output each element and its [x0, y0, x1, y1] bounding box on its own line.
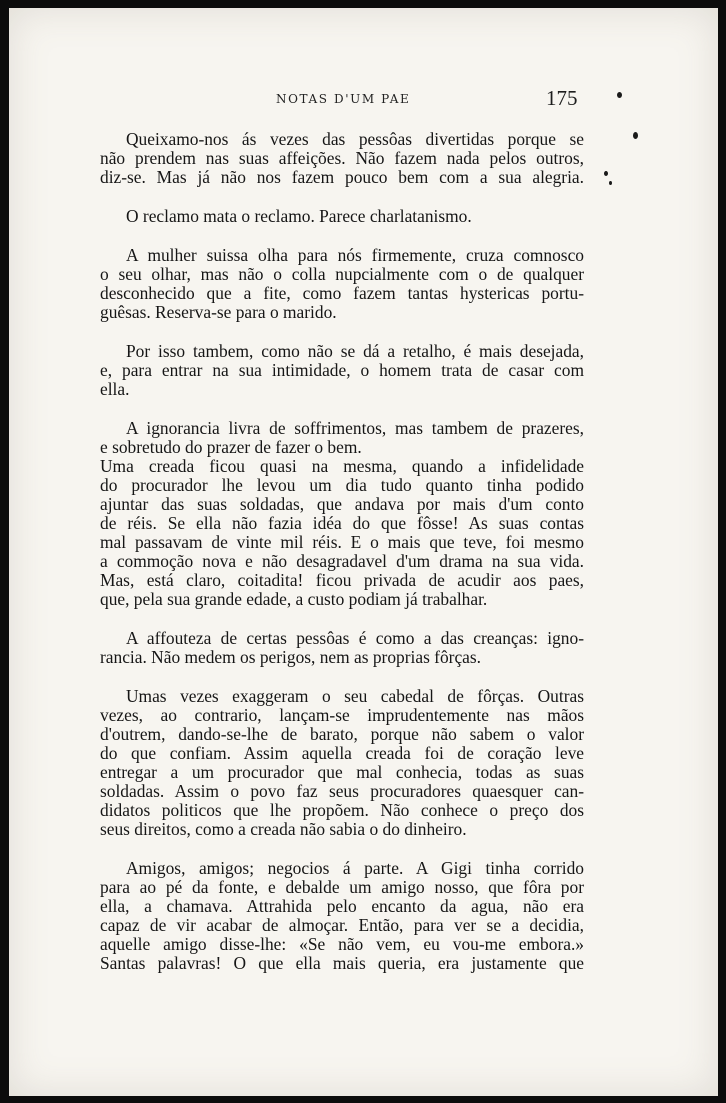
paragraph: [100, 342, 584, 399]
text-line: A ignorancia livra de soffrimentos, mas tambem de prazeres,: [126, 419, 584, 438]
text-line: ella.: [100, 380, 130, 399]
text-line: seus direitos, como a creada não sabia o do dinheiro.: [100, 820, 467, 839]
paragraph-gap: [100, 839, 584, 859]
text-line: e, para entrar na sua intimidade, o homem trata de casar com: [100, 361, 584, 380]
text-line: não prendem nas suas affeições. Não fazem nada pelos outros,: [100, 149, 584, 168]
text-line: para ao pé da fonte, e debalde um amigo nosso, que fôra por: [100, 878, 584, 897]
text-line: Mas, está claro, coitadita! ficou privada de acudir aos paes,: [100, 571, 584, 590]
text-line: que, pela sua grande edade, a custo podiam já trabalhar.: [100, 590, 488, 609]
paragraph: [100, 130, 584, 187]
paragraph: [100, 419, 584, 457]
text-line: Por isso tambem, como não se dá a retalho, é mais desejada,: [126, 342, 584, 361]
paragraph: [100, 246, 584, 322]
paragraph-gap: [100, 667, 584, 687]
scan-speck: [609, 181, 612, 185]
text-line: Umas vezes exaggeram o seu cabedal de fôrças. Outras: [126, 687, 584, 706]
text-line: vezes, ao contrario, lançam-se imprudentemente nas mãos: [100, 706, 584, 725]
text-line: Queixamo-nos ás vezes das pessôas divertidas porque se: [126, 130, 584, 149]
paragraph-gap: [100, 322, 584, 342]
text-line: o seu olhar, mas não o colla nupcialmente com o de qualquer: [100, 265, 584, 284]
paragraph: [100, 629, 584, 667]
body-text: [100, 130, 584, 973]
text-line: Uma creada ficou quasi na mesma, quando a infidelidade: [100, 457, 584, 476]
paragraph-gap: [100, 609, 584, 629]
paragraph: [100, 859, 584, 973]
text-line: mal passavam de vinte mil réis. E o mais que teve, foi mesmo: [100, 533, 584, 552]
scan-speck: [633, 132, 638, 139]
text-line: diz-se. Mas já não nos fazem pouco bem com a sua alegria.: [100, 168, 584, 187]
text-line: rancia. Não medem os perigos, nem as proprias fôrças.: [100, 648, 482, 667]
text-line: soldadas. Assim o povo faz seus procuradores quaesquer can-: [100, 782, 584, 801]
paragraph: [100, 457, 584, 609]
text-line: didatos politicos que lhe propõem. Não conhece o preço dos: [100, 801, 584, 820]
text-line: guêsas. Reserva-se para o marido.: [100, 303, 337, 322]
text-line: capaz de vir acabar de almoçar. Então, para ver se a decidia,: [100, 916, 584, 935]
text-line: do que confiam. Assim aquella creada foi de coração leve: [100, 744, 584, 763]
page-number: 175: [546, 86, 578, 110]
text-line: a commoção nova e não desagradavel d'um drama na sua vida.: [100, 552, 584, 571]
book-page: [9, 8, 718, 1096]
text-line: Amigos, amigos; negocios á parte. A Gigi tinha corrido: [126, 859, 584, 878]
text-line: do procurador lhe levou um dia tudo quanto tinha podido: [100, 476, 584, 495]
paragraph: [100, 687, 584, 839]
page-header: [9, 86, 718, 116]
text-line: O reclamo mata o reclamo. Parece charlatanismo.: [126, 207, 472, 226]
paragraph-gap: [100, 226, 584, 246]
scan-speck: [617, 92, 622, 98]
scan-speck: [604, 171, 608, 176]
text-line: A affouteza de certas pessôas é como a das creanças: igno-: [126, 629, 584, 648]
text-line: desconhecido que a fite, como fazem tantas hystericas portu-: [100, 284, 584, 303]
paragraph-gap: [100, 399, 584, 419]
text-line: de réis. Se ella não fazia idéa do que fôsse! As suas contas: [100, 514, 584, 533]
paragraph-gap: [100, 187, 584, 207]
text-line: ella, a chamava. Attrahida pelo encanto da agua, não era: [100, 897, 584, 916]
paragraph: [100, 207, 584, 226]
text-line: aquelle amigo disse-lhe: «Se não vem, eu vou-me embora.»: [100, 935, 584, 954]
text-line: e sobretudo do prazer de fazer o bem.: [100, 438, 362, 457]
running-title: NOTAS D'UM PAE: [276, 92, 411, 106]
text-line: entregar a um procurador que mal conhecia, todas as suas: [100, 763, 584, 782]
text-line: Santas palavras! O que ella mais queria, era justamente que: [100, 954, 584, 973]
text-line: A mulher suissa olha para nós firmemente, cruza comnosco: [126, 246, 584, 265]
text-line: d'outrem, dando-se-lhe de barato, porque não sabem o valor: [100, 725, 584, 744]
text-line: ajuntar das suas soldadas, que andava por mais d'um conto: [100, 495, 584, 514]
